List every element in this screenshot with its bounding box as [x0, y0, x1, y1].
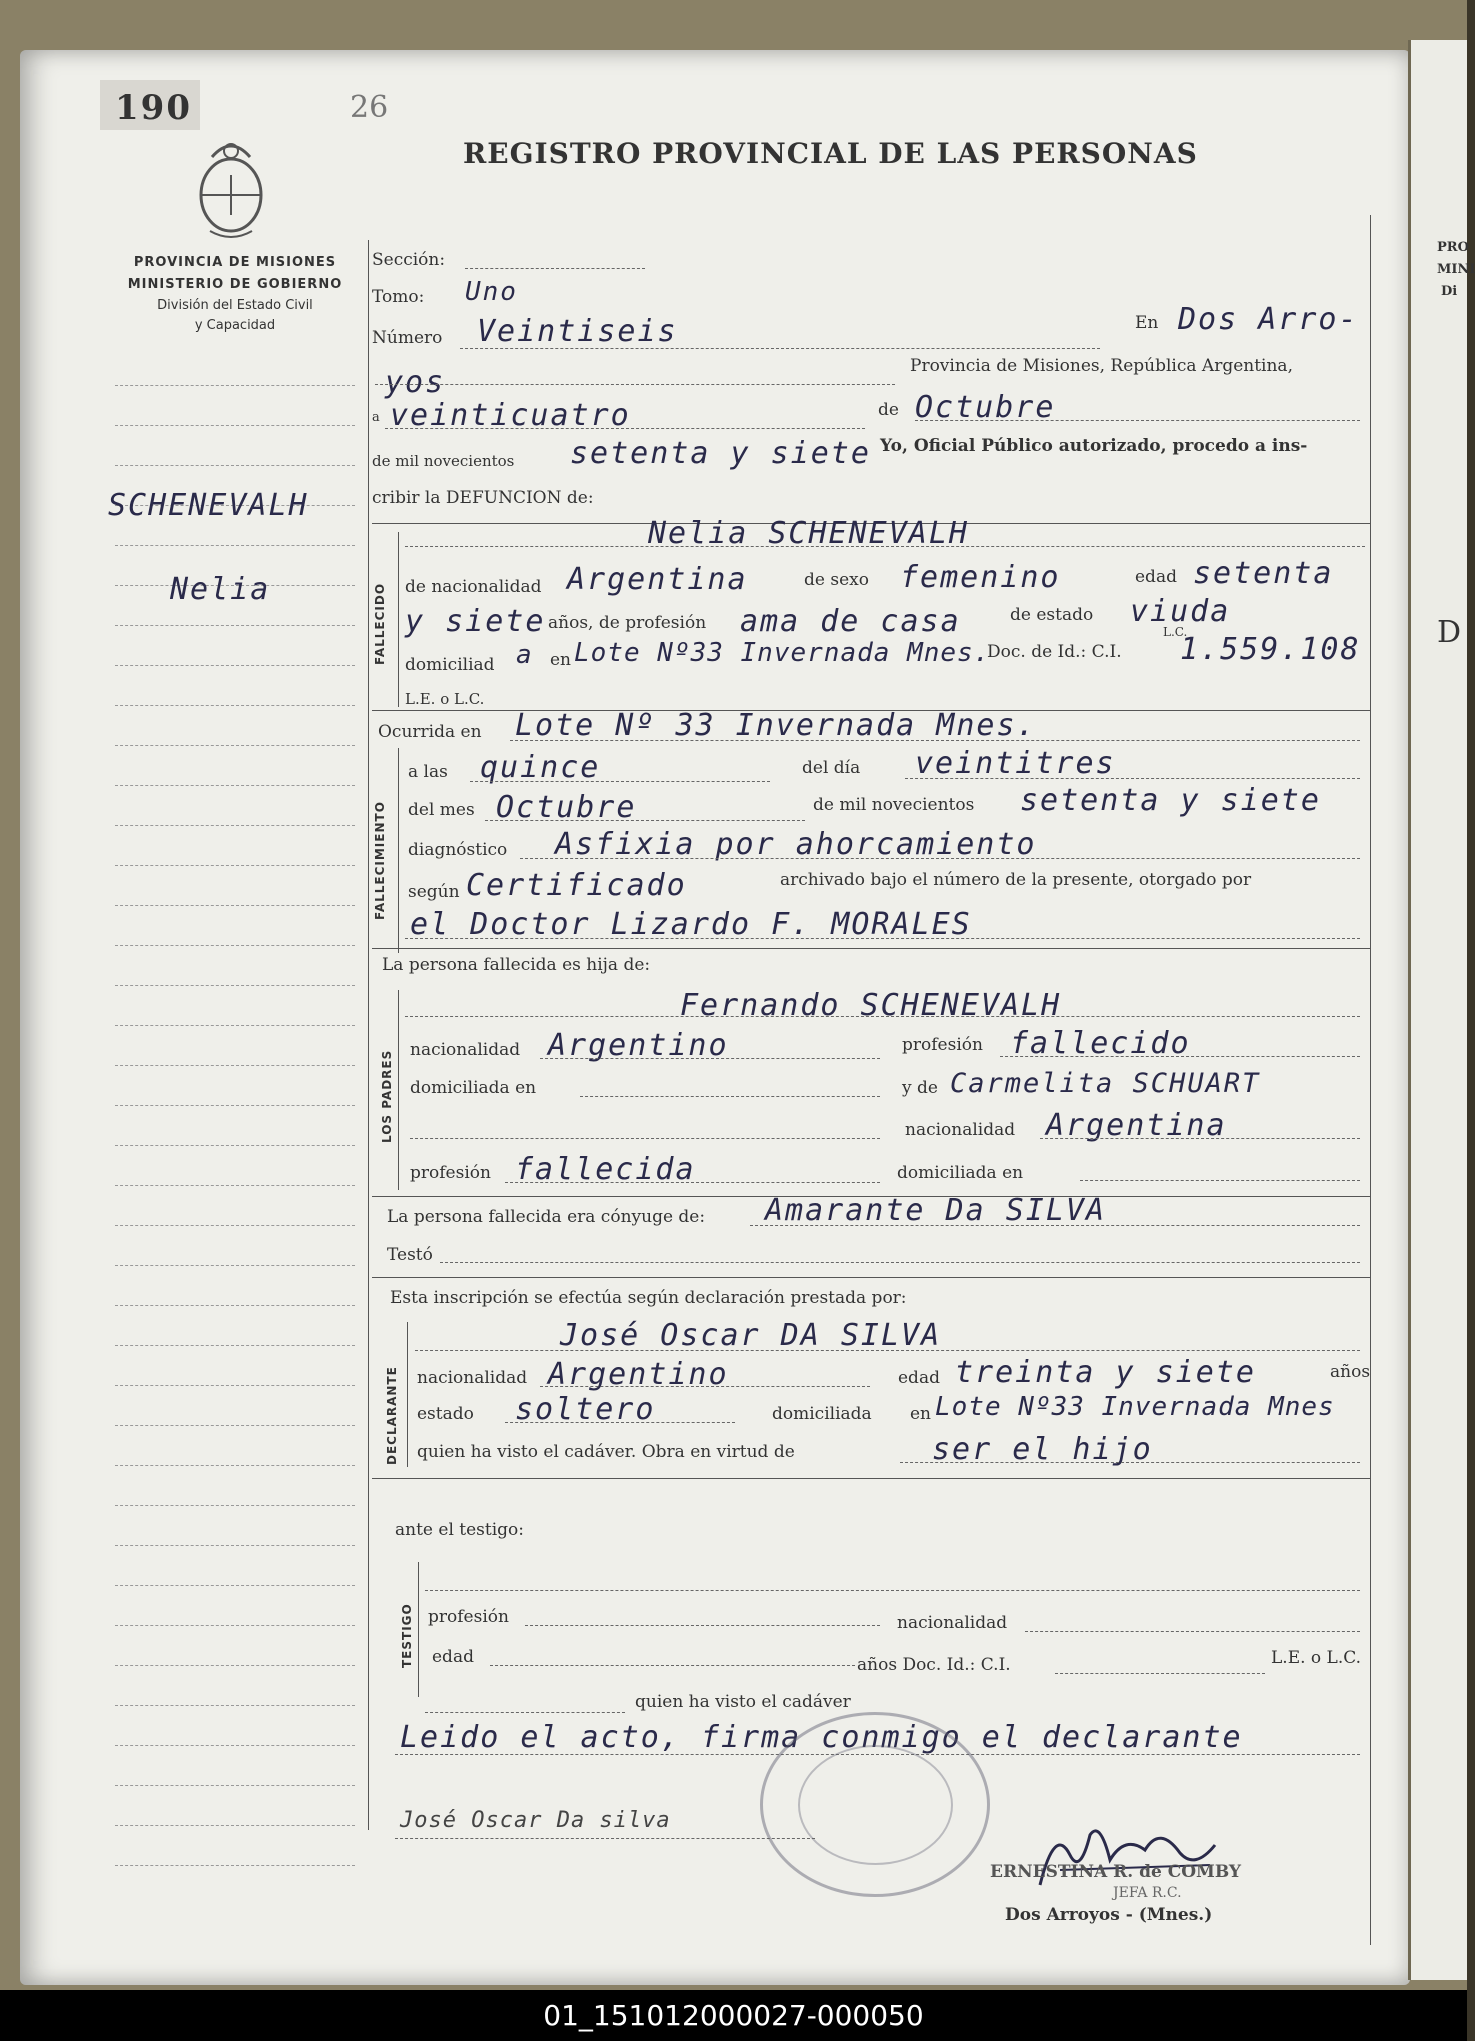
archivado-label: archivado bajo el número de la presente, otorgado por: [780, 870, 1252, 890]
margin-line: [115, 1705, 355, 1706]
mil-label: de mil novecientos: [813, 795, 975, 815]
edad-decl-label: edad: [898, 1368, 940, 1388]
nacionalidad-label: de nacionalidad: [405, 577, 542, 597]
del-mes-label: del mes: [408, 800, 475, 820]
nac-padre-value: Argentino: [548, 1028, 729, 1063]
en-value: Dos Arro-: [1178, 302, 1359, 337]
lc-mark: L.C.: [1163, 625, 1188, 639]
dom-padre-line: [580, 1096, 880, 1097]
fallecido-side-label: FALLECIDO: [373, 582, 387, 665]
prof-padre-label: profesión: [902, 1035, 983, 1055]
dom-decl-label: domiciliada: [772, 1404, 872, 1424]
margin-line: [115, 1145, 355, 1146]
de-label: de: [878, 400, 899, 420]
doc-label: Doc. de Id.: C.I.: [987, 642, 1122, 662]
adjacent-text-3: Di: [1441, 284, 1458, 299]
margin-name: Nelia: [170, 572, 271, 607]
dia-value: veinticuatro: [390, 398, 631, 433]
folio-number: 26: [350, 90, 389, 125]
testigo-bar: [418, 1562, 419, 1697]
margin-line: [115, 1185, 355, 1186]
adjacent-page: [1408, 40, 1475, 1980]
visto-test-label: quien ha visto el cadáver: [635, 1692, 851, 1712]
madre-value: Carmelita SCHUART: [950, 1068, 1261, 1099]
numero-label: Número: [372, 328, 443, 348]
nacionalidad-value: Argentina: [567, 562, 748, 597]
nac-decl-value: Argentino: [548, 1357, 729, 1392]
doc-test-line: [1055, 1673, 1265, 1674]
nac-padre-label: nacionalidad: [410, 1040, 521, 1060]
margin-line: [115, 425, 355, 426]
margin-line: [115, 1385, 355, 1386]
ministry-block: [115, 252, 355, 336]
nac-madre-label: nacionalidad: [905, 1120, 1016, 1140]
margin-line: [115, 1265, 355, 1266]
margin-surname: SCHENEVALH: [108, 488, 309, 523]
estado-value: viuda: [1130, 594, 1231, 629]
estado-label: de estado: [1010, 605, 1094, 625]
edad-decl-value: treinta y siete: [955, 1355, 1256, 1390]
hora-line: [470, 781, 770, 782]
margin-line: [115, 665, 355, 666]
ocurrida-value: Lote Nº 33 Invernada Mnes.: [515, 708, 1037, 743]
hora-value: quince: [480, 750, 601, 785]
edad-value: setenta: [1193, 556, 1334, 591]
segun-label: según: [408, 882, 460, 902]
ocurrida-line: [510, 740, 1360, 741]
en-decl-label: en: [910, 1404, 932, 1424]
dia-fallec-line: [905, 778, 1360, 779]
nac-test-line: [1025, 1631, 1360, 1632]
mes-fallec-line: [485, 820, 805, 821]
anio-label: de mil novecientos: [372, 452, 515, 470]
nac-madre-value: Argentina: [1046, 1108, 1227, 1143]
margin-line: [115, 1105, 355, 1106]
a-label: a: [372, 410, 380, 425]
anios-test-label: años Doc. Id.: C.I.: [857, 1655, 1011, 1675]
ocurrida-label: Ocurrida en: [378, 722, 482, 742]
prof-madre-line: [505, 1182, 880, 1183]
divider-6: [372, 1478, 1370, 1479]
provincia-label: Provincia de Misiones, República Argentina,: [910, 356, 1293, 376]
margin-line: [115, 1505, 355, 1506]
y-de-label: y de: [902, 1078, 938, 1098]
margin-line: [115, 705, 355, 706]
tomo-label: Tomo:: [372, 287, 425, 307]
ministry-line-2: MINISTERIO DE GOBIERNO: [127, 277, 343, 292]
conyuge-label: La persona fallecida era cónyuge de:: [387, 1207, 706, 1227]
fallecimiento-bar: [398, 748, 399, 953]
edad-test-line: [490, 1665, 855, 1666]
nac-madre-line: [1040, 1138, 1360, 1139]
dia-fallec-value: veintitres: [915, 746, 1116, 781]
le-test-label: L.E. o L.C.: [1271, 1648, 1362, 1668]
padres-bar: [398, 990, 399, 1190]
oficial-nombre: ERNESTINA R. de COMBY: [990, 1862, 1242, 1882]
margin-line: [115, 1305, 355, 1306]
numero-value: Veintiseis: [477, 314, 678, 349]
conyuge-line: [750, 1225, 1360, 1226]
margin-line: [115, 1465, 355, 1466]
ministry-line-1: PROVINCIA DE MISIONES: [133, 255, 337, 270]
margin-line: [115, 1665, 355, 1666]
visto-test-line: [425, 1712, 625, 1713]
declarante-line: [415, 1350, 1360, 1351]
margin-line: [115, 1425, 355, 1426]
estado-decl-value: soltero: [515, 1392, 656, 1427]
testigo-side-label: TESTIGO: [400, 1603, 414, 1668]
domicilio-value: Lote Nº33 Invernada Mnes.: [574, 638, 991, 668]
en-label-2: en: [550, 650, 572, 670]
seccion-label: Sección:: [372, 250, 446, 270]
estado-decl-line: [505, 1422, 735, 1423]
folio-stamp: 190: [115, 88, 192, 128]
margin-line: [115, 945, 355, 946]
divider-5: [372, 1277, 1370, 1278]
domicilio-sufijo: a: [516, 640, 534, 670]
form-right-border: [1370, 215, 1371, 1945]
prof-madre-value: fallecida: [515, 1152, 696, 1187]
en-label: En: [1135, 313, 1159, 333]
nac-decl-label: nacionalidad: [417, 1368, 528, 1388]
nac-decl-line: [540, 1386, 870, 1387]
edad-label: edad: [1135, 567, 1177, 587]
diagnostico-label: diagnóstico: [408, 840, 508, 860]
del-dia-label: del día: [802, 758, 861, 778]
medico-value: el Doctor Lizardo F. MORALES: [410, 907, 972, 942]
prof-test-label: profesión: [428, 1607, 509, 1627]
fallecido-bar: [398, 532, 399, 707]
official-signature: [1030, 1815, 1240, 1895]
margin-line: [115, 985, 355, 986]
padre-line: [405, 1016, 1360, 1017]
testo-label: Testó: [387, 1245, 433, 1265]
image-id-footer: 01_151012000027-000050: [0, 1990, 1467, 2041]
declaracion-label: Esta inscripción se efectúa según declaración prestada por:: [390, 1288, 907, 1308]
estado-decl-label: estado: [417, 1404, 474, 1424]
nac-padre-line: [540, 1058, 880, 1059]
fallecimiento-side-label: FALLECIMIENTO: [373, 801, 387, 920]
declarante-bar: [407, 1322, 408, 1467]
form-left-border: [368, 240, 369, 1830]
tomo-value: Uno: [465, 277, 518, 307]
edad-test-label: edad: [432, 1647, 474, 1667]
dom-madre-label: domiciliada en: [897, 1163, 1024, 1183]
fallecido-nombre: Nelia SCHENEVALH: [648, 516, 969, 551]
en-value-cont: yos: [385, 365, 446, 400]
declarante-value: José Oscar DA SILVA: [560, 1318, 942, 1353]
edad-value-cont: y siete: [405, 604, 546, 639]
seccion-line: [465, 268, 645, 269]
anios-label: años, de profesión: [548, 613, 707, 633]
en-cont-line: [375, 384, 895, 385]
coat-of-arms-icon: [190, 135, 272, 245]
margin-line: [115, 1865, 355, 1866]
margin-line: [115, 745, 355, 746]
dia-line: [385, 428, 865, 429]
margin-line: [115, 865, 355, 866]
oficial-cargo: JEFA R.C.: [1113, 1885, 1182, 1901]
testigo-name-line: [425, 1590, 1360, 1591]
dom-madre-line: [1080, 1180, 1360, 1181]
leido-value: Leido el acto, firma conmigo el declarante: [400, 1720, 1243, 1755]
prof-test-line: [525, 1625, 880, 1626]
margin-line: [115, 1545, 355, 1546]
margin-line: [115, 1745, 355, 1746]
prof-madre-label: profesión: [410, 1163, 491, 1183]
prof-padre-line: [1000, 1056, 1360, 1057]
hija-label: La persona fallecida es hija de:: [382, 955, 651, 975]
padres-side-label: LOS PADRES: [380, 1049, 394, 1143]
firma-declarante: José Oscar Da silva: [400, 1808, 671, 1833]
adjacent-text-1: PRO: [1437, 240, 1469, 255]
margin-line: [115, 825, 355, 826]
testo-line: [440, 1262, 1360, 1263]
nombre-line: [405, 546, 1365, 547]
official-stamp: [760, 1712, 990, 1897]
mes-value: Octubre: [915, 390, 1056, 425]
declarante-side-label: DECLARANTE: [385, 1366, 399, 1465]
numero-line: [460, 348, 1100, 349]
margin-line: [115, 385, 355, 386]
margin-line: [115, 1825, 355, 1826]
mes-line: [915, 420, 1360, 421]
oficial-label: Yo, Oficial Público autorizado, procedo a ins-: [880, 436, 1308, 456]
firma-line: [395, 1838, 815, 1839]
margin-line: [115, 785, 355, 786]
visto-line: [900, 1462, 1360, 1463]
margin-line: [115, 1585, 355, 1586]
sexo-label: de sexo: [804, 570, 869, 590]
segun-value: Certificado: [466, 868, 687, 903]
margin-line: [115, 1785, 355, 1786]
diagnostico-value: Asfixia por ahorcamiento: [555, 827, 1037, 862]
anios-decl-label: años: [1330, 1362, 1371, 1382]
prof-padre-value: fallecido: [1010, 1026, 1191, 1061]
visto-value: ser el hijo: [932, 1432, 1153, 1467]
ministry-line-4: y Capacidad: [194, 318, 276, 333]
oficial-lugar: Dos Arroyos - (Mnes.): [1005, 1905, 1213, 1925]
padre-value: Fernando SCHENEVALH: [680, 988, 1062, 1023]
margin-line: [115, 1345, 355, 1346]
page-title: REGISTRO PROVINCIAL DE LAS PERSONAS: [463, 137, 1198, 170]
sexo-value: femenino: [900, 560, 1061, 595]
nac-test-label: nacionalidad: [897, 1613, 1008, 1633]
margin-line: [115, 1065, 355, 1066]
margin-line: [115, 905, 355, 906]
anio-fallec-value: setenta y siete: [1020, 783, 1321, 818]
margin-line: [115, 1225, 355, 1226]
a-las-label: a las: [408, 762, 448, 782]
margin-line: [115, 1025, 355, 1026]
blank-line-1: [410, 1138, 880, 1139]
dom-decl-value: Lote Nº33 Invernada Mnes: [935, 1392, 1335, 1422]
dom-padre-label: domiciliada en: [410, 1078, 537, 1098]
margin-line: [115, 545, 355, 546]
mes-fallec-value: Octubre: [496, 790, 637, 825]
inscribir-label: cribir la DEFUNCION de:: [372, 488, 594, 508]
margin-line: [115, 465, 355, 466]
adjacent-text-2: MINI: [1437, 262, 1475, 277]
diagnostico-line: [520, 858, 1360, 859]
margin-line: [115, 625, 355, 626]
medico-line: [405, 938, 1360, 939]
domicilio-label: domiciliad: [405, 655, 495, 675]
testigo-label: ante el testigo:: [395, 1520, 525, 1540]
visto-label: quien ha visto el cadáver. Obra en virtud de: [417, 1442, 795, 1462]
margin-line: [115, 1625, 355, 1626]
divider-3: [372, 948, 1370, 949]
anio-value: setenta y siete: [570, 436, 871, 471]
ministry-line-3: División del Estado Civil: [157, 298, 313, 313]
profesion-value: ama de casa: [740, 604, 961, 639]
conyuge-value: Amarante Da SILVA: [765, 1193, 1107, 1228]
doc-value: 1.559.108: [1180, 632, 1361, 667]
le-label: L.E. o L.C.: [405, 690, 485, 708]
adjacent-text-4: D: [1437, 615, 1462, 650]
